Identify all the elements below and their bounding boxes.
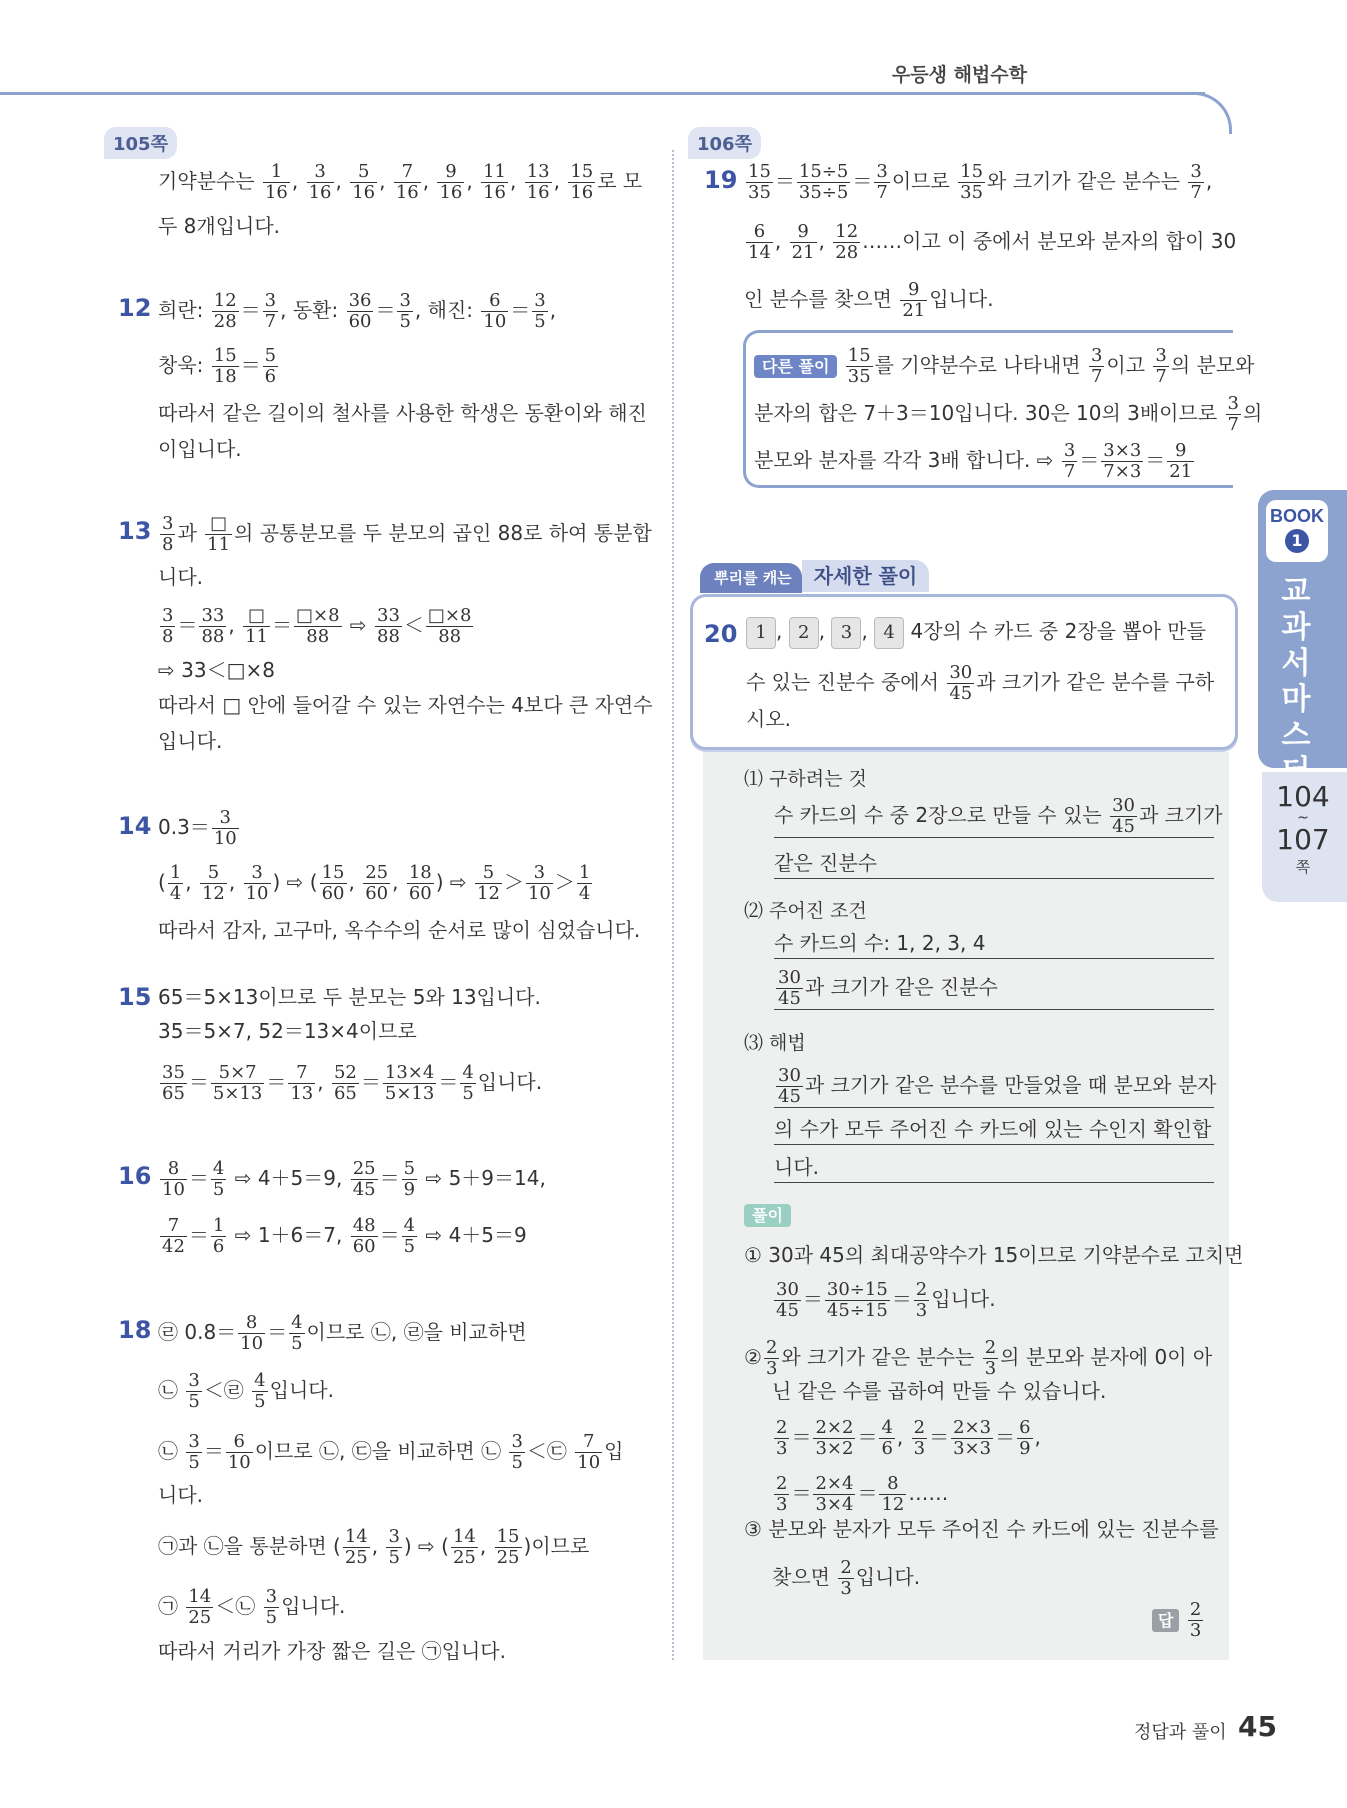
q20-line-2: 수 있는 진분수 중에서 $\frac{30}{45}$ 과 크기가 같은 분수를 구하 [746, 662, 1215, 704]
fraction: $\frac{3}{7}$ [876, 161, 888, 203]
step-3-line-3: 니다. [774, 1152, 1214, 1183]
solution-tag: 풀이 [744, 1204, 791, 1227]
fraction: $\frac{3}{7}$ [1090, 345, 1103, 387]
fraction: $\frac{□}{11}$ [245, 605, 268, 647]
fraction: $\frac{8}{10}$ [240, 1312, 264, 1354]
fraction: $\frac{5}{16}$ [352, 161, 376, 203]
q12-line-4: 이입니다. [158, 437, 242, 461]
fraction: $\frac{30}{45}$ [949, 662, 973, 704]
fraction: $\frac{15}{35}$ [847, 345, 871, 387]
q19-line-2: $\frac{6}{14}$ , $\frac{9}{21}$ , $\frac{12}{28}$ ……이고 이 중에서 분모와 분자의 합이 30 [748, 221, 1237, 263]
fraction: $\frac{3}{10}$ [213, 807, 237, 849]
fraction: $\frac{3}{10}$ [245, 862, 269, 904]
fraction: $\frac{7}{42}$ [162, 1215, 185, 1257]
q13-line-3: $\frac{3}{8}$ ＝ $\frac{33}{88}$ , $\frac{□}{11}$ ＝ $\frac{□\times 8}{88}$ ⇨ $\frac{33}{88}$ ＜ $\frac{□\times 8}{88}$ [162, 605, 472, 647]
fraction: $\frac{2\times 4}{3\times 4}$ [815, 1473, 854, 1515]
step-3-heading: ⑶ 해법 [744, 1032, 806, 1054]
answer-line [1152, 1600, 1205, 1641]
step-1-line-2: 같은 진분수 [774, 848, 1214, 879]
q12-line-1: 희란: $\frac{12}{28}$ ＝ $\frac{3}{7}$ , 동환: $\frac{36}{60}$ ＝ $\frac{3}{5}$ , 해진: $\frac{6}{10}$ ＝ $\frac{3}{5}$ , [158, 290, 557, 332]
fraction: $\frac{□\times 8}{88}$ [427, 605, 472, 647]
fraction: $\frac{14}{25}$ [452, 1526, 476, 1568]
fraction: $\frac{3}{5}$ [511, 1431, 523, 1473]
q12-line-2: 창욱: $\frac{15}{18}$ ＝ $\frac{5}{6}$ [158, 345, 277, 387]
fraction: $\frac{8}{12}$ [881, 1473, 905, 1515]
q18-line-6: ㉠ $\frac{14}{25}$ ＜㉡ $\frac{3}{5}$ 입니다. [158, 1586, 346, 1628]
side-page-range: 104 ~ 107 쪽 [1276, 780, 1330, 876]
fraction: $\frac{7}{10}$ [577, 1431, 601, 1473]
page-number: 45 [1238, 1710, 1277, 1743]
alt-line-2: 분자의 합은 7＋3＝10입니다. 30은 10의 3배이므로 $\frac{3}{7}$ 의 [754, 393, 1263, 435]
fraction: $\frac{18}{60}$ [408, 862, 432, 904]
fraction: $\frac{2\times 2}{3\times 2}$ [815, 1417, 854, 1459]
fraction: $\frac{3}{10}$ [527, 862, 551, 904]
fraction: $\frac{13}{16}$ [526, 161, 550, 203]
q15-line-1: 65＝5×13이므로 두 분모는 5와 13입니다. [158, 985, 541, 1009]
q14-line-3: 따라서 감자, 고구마, 옥수수의 순서로 많이 심었습니다. [158, 918, 641, 942]
fraction: $\frac{3}{7}$ [1155, 345, 1167, 387]
fraction: $\frac{3}{8}$ [162, 513, 174, 555]
fraction: $\frac{3}{7}$ [1190, 161, 1202, 203]
fraction: $\frac{7}{16}$ [395, 161, 419, 203]
fraction: $\frac{30}{45}$ [778, 1065, 801, 1107]
question-number: 16 [118, 1162, 152, 1190]
fraction: $\frac{□}{11}$ [207, 513, 231, 555]
fraction: $\frac{9}{16}$ [439, 161, 463, 203]
fraction: $\frac{12}{28}$ [835, 221, 859, 263]
solution-line-2: $\frac{30}{45}$ ＝ $\frac{30\div 15}{45\div 15}$ ＝ $\frac{2}{3}$ 입니다. [776, 1279, 996, 1321]
fraction: $\frac{52}{65}$ [333, 1062, 357, 1104]
page-ref-badge: 105쪽 [104, 127, 177, 159]
q18-line-4: 니다. [158, 1483, 203, 1507]
q19-line-3: 인 분수를 찾으면 $\frac{9}{21}$ 입니다. [744, 279, 994, 321]
answer-tag: 답 [1152, 1609, 1179, 1632]
fraction: $\frac{4}{5}$ [291, 1312, 303, 1354]
fraction: $\frac{9}{21}$ [902, 279, 926, 321]
alt-line-1: 다른 풀이 $\frac{15}{35}$ 를 기약분수로 나타내면 $\frac{3}{7}$ 이고 $\frac{3}{7}$ 의 분모와 [754, 346, 1255, 387]
q18-line-5: ㉠과 ㉡을 통분하면 ( $\frac{14}{25}$ , $\frac{3}{5}$ ) ⇨ ( $\frac{14}{25}$ , $\frac{15}{25}$ )이므로 [158, 1526, 590, 1568]
fraction: $\frac{3}{8}$ [162, 605, 174, 647]
header-rule [0, 92, 1205, 95]
fraction: $\frac{3}{5}$ [265, 1586, 278, 1628]
fraction: $\frac{5\times 7}{5\times 13}$ [212, 1062, 263, 1104]
q18-line-3: ㉡ $\frac{3}{5}$ ＝ $\frac{6}{10}$ 이므로 ㉡, ㉢을 비교하면 ㉡ $\frac{3}{5}$ ＜㉢ $\frac{7}{10}$ 입 [158, 1431, 624, 1473]
fraction: $\frac{33}{88}$ [377, 605, 400, 647]
q20-line-3: 시오. [746, 707, 791, 731]
fraction: $\frac{9}{21}$ [1169, 440, 1193, 482]
fraction: $\frac{2}{3}$ [776, 1417, 788, 1459]
fraction: $\frac{1}{6}$ [212, 1215, 225, 1257]
tab-root-label: 뿌리를 캐는 [700, 563, 802, 593]
step-3-line-2: 의 수가 모두 주어진 수 카드에 있는 수인지 확인합 [774, 1114, 1214, 1145]
fraction: $\frac{2}{3}$ [840, 1557, 852, 1599]
question-number: 18 [118, 1316, 152, 1344]
number-card: 2 [789, 617, 819, 649]
solution-tag-wrap [744, 1202, 791, 1226]
fraction: $\frac{1}{4}$ [169, 862, 182, 904]
solution-line-5: $\frac{2}{3}$ ＝ $\frac{2\times 2}{3\times 2}$ ＝ $\frac{4}{6}$ , $\frac{2}{3}$ ＝ $\frac{2\times 3}{3\times 3}$ ＝ $\frac{6}{9}$ , [776, 1417, 1041, 1459]
question-number: 13 [118, 517, 152, 545]
fraction: $\frac{6}{14}$ [748, 221, 771, 263]
header-title: 우등생 해법수학 [891, 64, 1027, 86]
fraction: $\frac{1}{4}$ [578, 862, 591, 904]
fraction: $\frac{3}{5}$ [388, 1526, 400, 1568]
number-card: 1 [746, 617, 776, 649]
fraction: $\frac{4}{5}$ [212, 1158, 225, 1200]
fraction: $\frac{15}{25}$ [496, 1526, 520, 1568]
fraction: $\frac{13\times 4}{5\times 13}$ [384, 1062, 435, 1104]
fraction: $\frac{30}{45}$ [778, 967, 801, 1009]
fraction: $\frac{4}{5}$ [403, 1215, 416, 1257]
fraction: $\frac{5}{9}$ [403, 1158, 416, 1200]
fraction: $\frac{30}{45}$ [776, 1279, 799, 1321]
fraction: $\frac{14}{25}$ [344, 1526, 368, 1568]
fraction: $\frac{6}{10}$ [483, 290, 507, 332]
fraction: $\frac{3}{16}$ [308, 161, 332, 203]
fraction: $\frac{5}{6}$ [264, 345, 277, 387]
q16-line-1: $\frac{8}{10}$ ＝ $\frac{4}{5}$ ⇨ 4＋5＝9, $\frac{25}{45}$ ＝ $\frac{5}{9}$ ⇨ 5＋9＝14, [162, 1158, 546, 1200]
question-number: 19 [704, 166, 738, 194]
q11-line-1: 기약분수는 $\frac{1}{16}$ , $\frac{3}{16}$ , $\frac{5}{16}$ , $\frac{7}{16}$ , $\frac{9}{16}$ , $\frac{11}{16}$ , $\frac{13}{16}$ , $\frac{15}{16}$ 로 모 [158, 161, 643, 203]
page-ref-badge: 106쪽 [688, 127, 761, 159]
fraction: $\frac{3}{7}$ [1063, 440, 1076, 482]
q11-line-2: 두 8개입니다. [158, 214, 281, 238]
fraction: $\frac{7}{13}$ [290, 1062, 314, 1104]
fraction: $\frac{2}{3}$ [984, 1337, 997, 1379]
fraction: $\frac{5}{12}$ [201, 862, 225, 904]
q16-line-2: $\frac{7}{42}$ ＝ $\frac{1}{6}$ ⇨ 1＋6＝7, $\frac{48}{60}$ ＝ $\frac{4}{5}$ ⇨ 4＋5＝9 [162, 1215, 527, 1257]
q18-line-2: ㉡ $\frac{3}{5}$ ＜㉣ $\frac{4}{5}$ 입니다. [158, 1370, 334, 1412]
column-divider [672, 150, 674, 1660]
step-1-line-1: 수 카드의 수 중 2장으로 만들 수 있는 $\frac{30}{45}$ 과 크기가 [774, 795, 1223, 837]
fraction: $\frac{15}{35}$ [748, 161, 771, 203]
step-3-line-1: $\frac{30}{45}$ 과 크기가 같은 분수를 만들었을 때 분모와 분자 [774, 1066, 1214, 1108]
side-tab-label: 교과서 마스 [1281, 574, 1311, 753]
q12-line-3: 따라서 같은 길이의 철사를 사용한 학생은 동환이와 해진 [158, 401, 647, 425]
fraction: $\frac{4}{6}$ [881, 1417, 893, 1459]
question-number: 20 [704, 620, 738, 648]
fraction: $\frac{6}{10}$ [227, 1431, 251, 1473]
q13-line-6: 입니다. [158, 729, 223, 753]
fraction: $\frac{2}{3}$ [776, 1473, 788, 1515]
fraction: $\frac{15}{60}$ [321, 862, 345, 904]
fraction: $\frac{3}{5}$ [399, 290, 411, 332]
solution-line-4: 닌 같은 수를 곱하여 만들 수 있습니다. [772, 1379, 1107, 1403]
footer-label: 정답과 풀이 [1134, 1722, 1227, 1743]
answer-fraction: $\frac{2}{3}$ [1189, 1599, 1202, 1641]
fraction: $\frac{33}{88}$ [201, 605, 225, 647]
number-card: 4 [874, 617, 904, 649]
fraction: $\frac{3}{5}$ [188, 1431, 200, 1473]
fraction: $\frac{30}{45}$ [1112, 795, 1135, 837]
question-number: 12 [118, 294, 152, 322]
q14-line-1: 0.3＝ $\frac{3}{10}$ [158, 807, 237, 849]
fraction: $\frac{36}{60}$ [348, 290, 372, 332]
fraction: $\frac{9}{21}$ [791, 221, 815, 263]
fraction: $\frac{2\times 3}{3\times 3}$ [953, 1417, 992, 1459]
q14-line-2: ( $\frac{1}{4}$ , $\frac{5}{12}$ , $\frac{3}{10}$ ) ⇨ ( $\frac{15}{60}$ , $\frac{25}{60}$ , $\frac{18}{60}$ ) ⇨ $\frac{5}{12}$ ＞ $\frac{3}{10}$ ＞ $\frac{1}{4}$ [158, 862, 591, 904]
q19-line-1: $\frac{15}{35}$ ＝ $\frac{15\div 5}{35\div 5}$ ＝ $\frac{3}{7}$ 이므로 $\frac{15}{35}$ 와 크기가 같은 분수는 $\frac{3}{7}$ , [748, 161, 1213, 203]
q13-line-1: $\frac{3}{8}$ 과 $\frac{□}{11}$ 의 공통분모를 두 분모의 곱인 88로 하여 통분합 [162, 513, 652, 555]
step-2-line-1: 수 카드의 수: 1, 2, 3, 4 [774, 928, 1214, 959]
fraction: $\frac{15}{35}$ [960, 161, 984, 203]
fraction: $\frac{15}{18}$ [213, 345, 237, 387]
fraction: $\frac{4}{5}$ [462, 1062, 474, 1104]
alt-solution-tag: 다른 풀이 [754, 355, 837, 378]
step-1-heading: ⑴ 구하려는 것 [744, 768, 867, 790]
solution-line-7: ③ 분모와 분자가 모두 주어진 수 카드에 있는 진분수를 [744, 1517, 1219, 1541]
fraction: $\frac{2}{3}$ [915, 1279, 928, 1321]
fraction: $\frac{2}{3}$ [765, 1337, 778, 1379]
fraction: $\frac{3}{5}$ [188, 1370, 200, 1412]
fraction: $\frac{14}{25}$ [188, 1586, 212, 1628]
question-number: 15 [118, 983, 152, 1011]
fraction: $\frac{□\times 8}{88}$ [295, 605, 340, 647]
q13-line-5: 따라서 □ 안에 들어갈 수 있는 자연수는 4보다 큰 자연수 [158, 693, 653, 717]
step-2-heading: ⑵ 주어진 조건 [744, 900, 867, 922]
fraction: $\frac{1}{16}$ [264, 161, 288, 203]
fraction: $\frac{11}{16}$ [483, 161, 506, 203]
number-card: 3 [831, 617, 861, 649]
solution-line-3: ② $\frac{2}{3}$ 와 크기가 같은 분수는 $\frac{2}{3}$ 의 분모와 분자에 0이 아 [744, 1337, 1213, 1379]
solution-line-6: $\frac{2}{3}$ ＝ $\frac{2\times 4}{3\times 4}$ ＝ $\frac{8}{12}$ …… [776, 1473, 949, 1515]
fraction: $\frac{4}{5}$ [254, 1370, 266, 1412]
book-badge: BOOK 1 [1266, 500, 1328, 562]
fraction: $\frac{15\div 5}{35\div 5}$ [798, 161, 849, 203]
fraction: $\frac{25}{45}$ [352, 1158, 376, 1200]
fraction: $\frac{3\times 3}{7\times 3}$ [1103, 440, 1142, 482]
step-2-line-2: $\frac{30}{45}$ 과 크기가 같은 진분수 [774, 968, 1214, 1010]
tab-detail-label: 자세한 풀이 [802, 560, 930, 592]
q13-line-4: ⇨ 33＜□×8 [158, 658, 275, 682]
fraction: $\frac{30\div 15}{45\div 15}$ [826, 1279, 888, 1321]
q15-line-3: $\frac{35}{65}$ ＝ $\frac{5\times 7}{5\times 13}$ ＝ $\frac{7}{13}$ , $\frac{52}{65}$ ＝ $\frac{13\times 4}{5\times 13}$ ＝ $\frac{4}{5}$ 입니다. [162, 1062, 543, 1104]
fraction: $\frac{48}{60}$ [352, 1215, 376, 1257]
fraction: $\frac{5}{12}$ [477, 862, 500, 904]
solution-line-8: 찾으면 $\frac{2}{3}$ 입니다. [772, 1557, 921, 1599]
fraction: $\frac{25}{60}$ [365, 862, 389, 904]
fraction: $\frac{6}{9}$ [1019, 1417, 1031, 1459]
q18-line-7: 따라서 거리가 가장 짧은 길은 ㉠입니다. [158, 1639, 506, 1663]
header-rule-corner [1180, 92, 1232, 134]
question-number: 14 [118, 812, 152, 840]
fraction: $\frac{12}{28}$ [213, 290, 237, 332]
fraction: $\frac{3}{5}$ [534, 290, 546, 332]
fraction: $\frac{35}{65}$ [162, 1062, 185, 1104]
detailed-solution-tab [700, 560, 929, 589]
solution-line-1: ① 30과 45의 최대공약수가 15이므로 기약분수로 고치면 [744, 1243, 1244, 1267]
fraction: $\frac{3}{7}$ [264, 290, 277, 332]
book-number: 1 [1285, 529, 1309, 553]
q18-line-1: ㉣ 0.8＝ $\frac{8}{10}$ ＝ $\frac{4}{5}$ 이므로 ㉡, ㉣을 비교하면 [158, 1312, 527, 1354]
alt-line-3: 분모와 분자를 각각 3배 합니다. ⇨ $\frac{3}{7}$ ＝ $\frac{3\times 3}{7\times 3}$ ＝ $\frac{9}{21}$ [754, 440, 1193, 482]
fraction: $\frac{3}{7}$ [1227, 393, 1239, 435]
fraction: $\frac{2}{3}$ [913, 1417, 926, 1459]
fraction: $\frac{15}{16}$ [570, 161, 594, 203]
q20-line-1: 1 , 2 , 3 , 4 4장의 수 카드 중 2장을 뽑아 만들 [746, 616, 1206, 649]
q15-line-2: 35＝5×7, 52＝13×4이므로 [158, 1019, 417, 1043]
q13-line-2: 니다. [158, 565, 203, 589]
fraction: $\frac{8}{10}$ [162, 1158, 185, 1200]
